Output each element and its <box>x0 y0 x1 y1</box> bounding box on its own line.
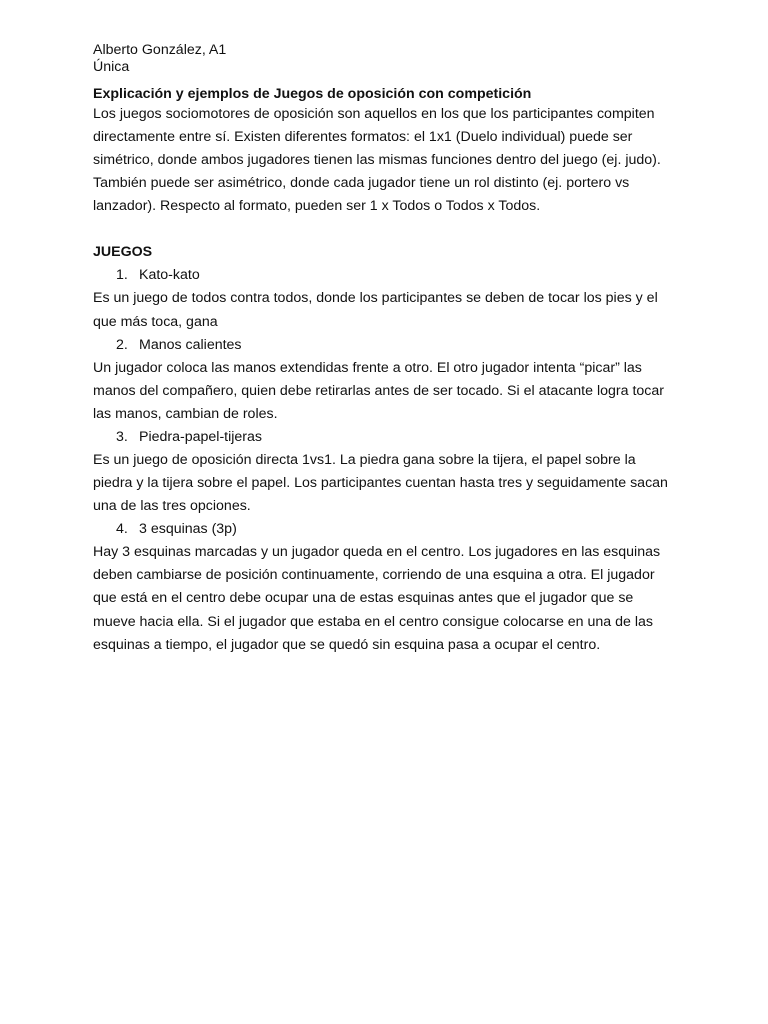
game-item-3 <box>93 426 673 449</box>
document-title: Explicación y ejemplos de Juegos de oposición con competición <box>93 86 532 102</box>
game-name: Piedra-papel-tijeras <box>139 428 263 445</box>
game-number: 3. <box>116 428 128 445</box>
games-heading: JUEGOS <box>93 244 153 261</box>
group-line: Única <box>93 59 130 75</box>
game-item-2 <box>93 334 673 357</box>
game-description-2: Un jugador coloca las manos extendidas frente a otro. El otro jugador intenta “picar” las manos del compañero, quien debe retirarlas antes de ser tocado. Si el atacante logra tocar las manos, cambian de roles. <box>93 359 664 422</box>
game-description-3: Es un juego de oposición directa 1vs1. La piedra gana sobre la tijera, el papel sobre la piedra y la tijera sobre el papel. Los participantes cuentan hasta tres y seguidamente sacan una de las tres opciones. <box>93 451 668 515</box>
game-description-4: Hay 3 esquinas marcadas y un jugador queda en el centro. Los jugadores en las esquinas deben cambiarse de posición continuamente, corriendo de una esquina a otra. El jugador que está en el centro debe ocupar una de estas esquinas antes que el jugador que se mueve hacia ella. Si el jugador que estaba en el centro consigue colocarse en una de las esquinas a tiempo, el jugador que se quedó sin esquina pasa a ocupar el centro. <box>93 544 661 653</box>
game-number: 4. <box>116 521 128 538</box>
game-number: 1. <box>116 267 128 284</box>
game-item-4 <box>93 518 673 541</box>
author-line: Alberto González, A1 <box>93 42 227 58</box>
game-name: Manos calientes <box>139 336 242 353</box>
games-list <box>93 264 673 656</box>
game-name: 3 esquinas (3p) <box>139 521 237 538</box>
game-description-1: Es un juego de todos contra todos, donde los participantes se deben de tocar los pies y el que más toca, gana <box>93 290 658 330</box>
game-name: Kato-kato <box>139 267 200 284</box>
document-page <box>93 42 673 657</box>
game-number: 2. <box>116 336 128 353</box>
intro-paragraph: Los juegos sociomotores de oposición son aquellos en los que los participantes compiten directamente entre sí. Existen diferentes formatos: el 1x1 (Duelo individual) puede ser simétrico, donde ambos jugadores tienen las mismas funciones dentro del juego (ej. judo). También puede ser asimétrico, donde cada jugador tiene un rol distinto (ej. portero vs lanzador). Respecto al formato, pueden ser 1 x Todos o Todos x Todos. <box>93 106 661 215</box>
game-item-1 <box>93 264 673 287</box>
